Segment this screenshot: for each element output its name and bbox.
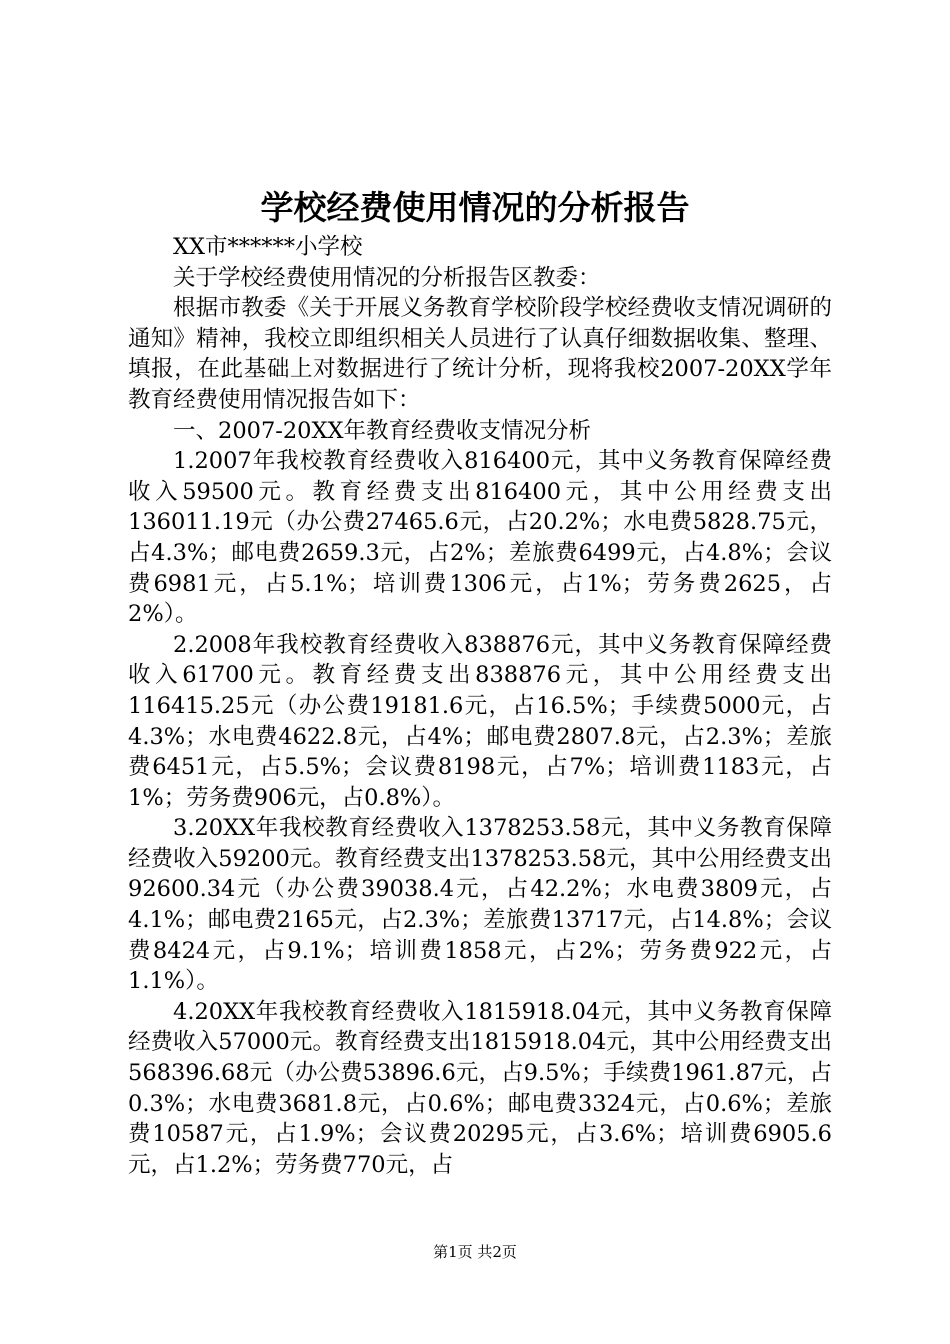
document-body (128, 232, 832, 1180)
intro-paragraph: 根据市教委《关于开展义务教育学校阶段学校经费收支情况调研的通知》精神，我校立即组织相关人员进行了认真仔细数据收集、整理、填报，在此基础上对数据进行了统计分析，现将我校2007-20XX学年教育经费使用情况报告如下： (128, 295, 832, 413)
school-name: XX市******小学校 (173, 234, 363, 260)
paragraph-item-3: 3.20XX年我校教育经费收入1378253.58元，其中义务教育保障经费收入59200元。教育经费支出1378253.58元，其中公用经费支出92600.34元（办公费39038.4元，占42.2%；水电费3809元，占4.1%；邮电费2165元，占2.3%；差旅费13717元，占14.8%；会议费8424元，占9.1%；培训费1858元，占2%；劳务费922元，占1.1%）。 (128, 815, 832, 995)
paragraph-2007: 1.2007年我校教育经费收入816400元，其中义务教育保障经费收入59500元。教育经费支出816400元，其中公用经费支出136011.19元（办公费27465.6元，占20.2%；水电费5828.75元，占4.3%；邮电费2659.3元，占2%；差旅费6499元，占4.8%；会议费6981元，占5.1%；培训费1306元，占1%；劳务费2625，占2%）。 (128, 448, 832, 628)
section-heading: 一、2007-20XX年教育经费收支情况分析 (173, 417, 592, 444)
report-salutation: 关于学校经费使用情况的分析报告区教委： (173, 264, 601, 291)
document-title: 学校经费使用情况的分析报告 (260, 188, 690, 227)
page-number: 第1页 共2页 (433, 1243, 517, 1261)
paragraph-2008: 2.2008年我校教育经费收入838876元，其中义务教育保障经费收入61700元。教育经费支出838876元，其中公用经费支出116415.25元（办公费19181.6元，占16.5%；手续费5000元，占4.3%；水电费4622.8元，占4%；邮电费2807.8元，占2.3%；差旅费6451元，占5.5%；会议费8198元，占7%；培训费1183元，占1%；劳务费906元，占0.8%）。 (128, 631, 832, 811)
paragraph-item-4: 4.20XX年我校教育经费收入1815918.04元，其中义务教育保障经费收入57000元。教育经费支出1815918.04元，其中公用经费支出568396.68元（办公费53896.6元，占9.5%；手续费1961.87元，占0.3%；水电费3681.8元，占0.6%；邮电费3324元，占0.6%；差旅费10587元，占1.9%；会议费20295元，占3.6%；培训费6905.6元，占1.2%；劳务费770元，占 (128, 998, 832, 1178)
